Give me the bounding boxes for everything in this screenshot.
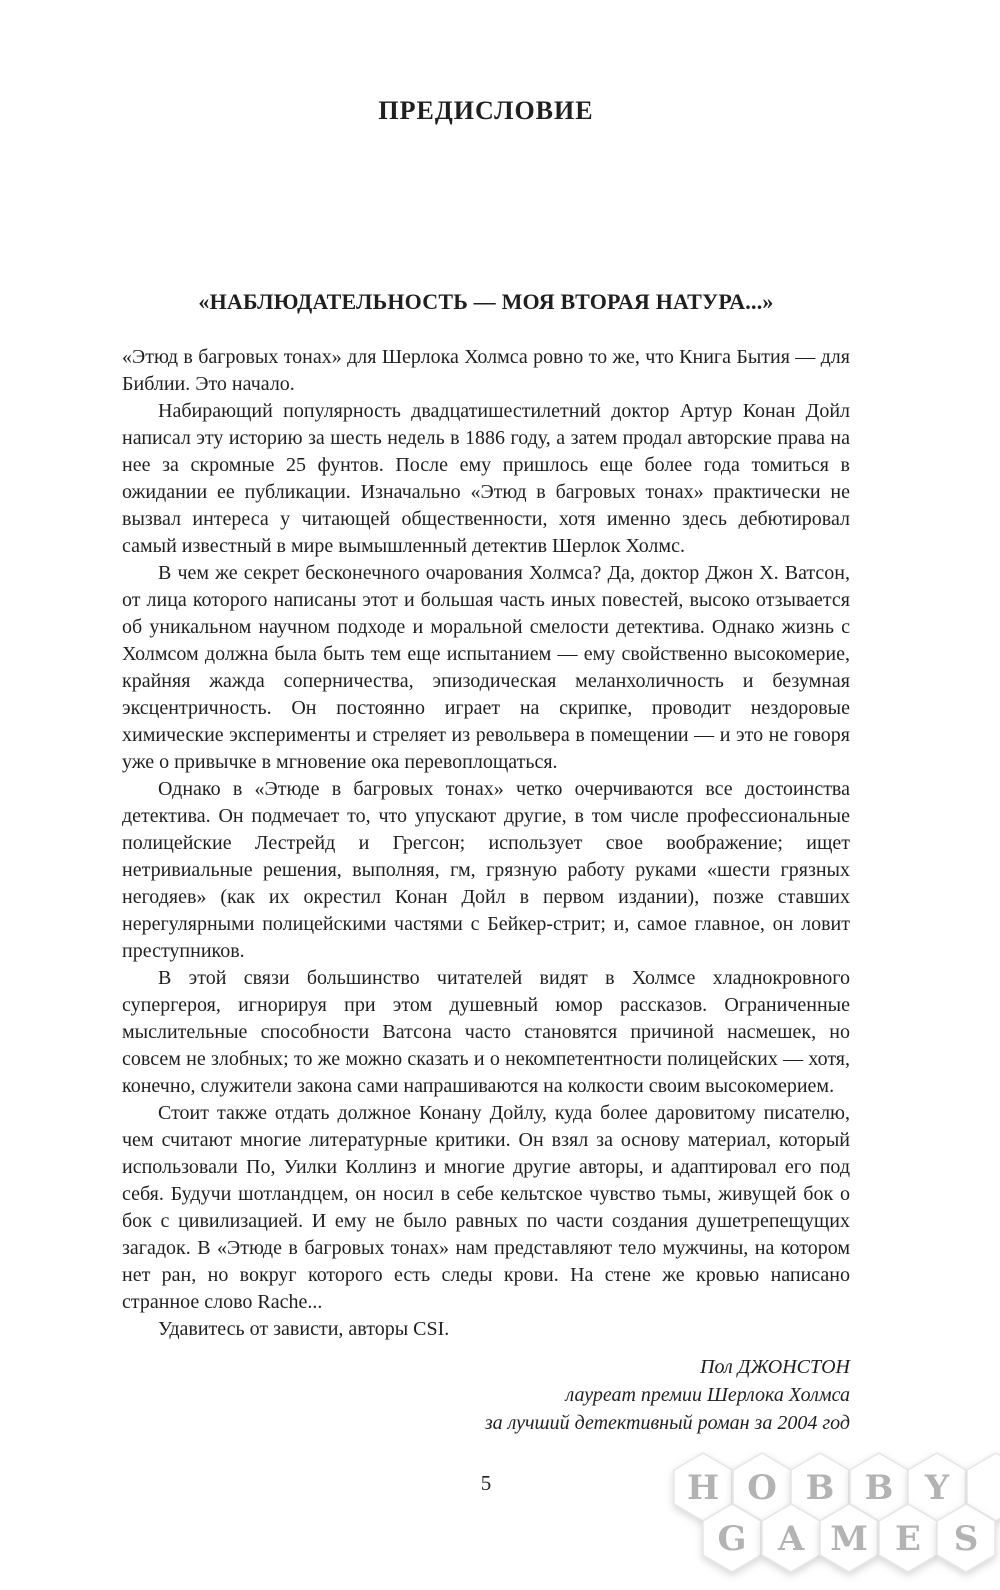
paragraph: Однако в «Этюде в багровых тонах» четко очерчиваются все достоинства детектива. Он подмечает то, что упускают другие, в том числе профессиональные полицейские Лестрейд и Грегсон; использует свое воображение; ищет нетривиальные решения, выполняя, гм, грязную работу руками «шести грязных негодяев» (как их окрестил Конан Дойл в первом издании), позже ставших нерегулярными полицейскими частями с Бейкер-стрит; и, самое главное, он ловит преступников. xyxy=(122,778,850,962)
watermark-letter: H xyxy=(686,1468,720,1508)
signature-author: Пол ДЖОНСТОН xyxy=(700,1356,850,1378)
watermark-letter: S xyxy=(953,1519,979,1559)
paragraph: «Этюд в багровых тонах» для Шерлока Холмса ровно то же, что Книга Бытия — для Библии. Это начало. xyxy=(122,346,850,395)
paragraph: В чем же секрет бесконечного очарования Холмса? Да, доктор Джон Х. Ватсон, от лица которого написаны этот и большая часть иных повестей, высоко отзывается об уникальном научном подходе и моральной смелости детектива. Однако жизнь с Холмсом должна была быть тем еще испытанием — ему свойственно высокомерие, крайняя жажда соперничества, эпизодическая меланхоличность и безумная эксцентричность. Он постоянно играет на скрипке, проводит нездоровые химические эксперименты и стреляет из револьвера в помещении — и это не говоря уже о привычке в мгновение ока перевоплощаться. xyxy=(122,562,850,773)
hobby-games-watermark xyxy=(645,1450,1000,1590)
watermark-letter: A xyxy=(777,1519,805,1559)
watermark-letter: M xyxy=(830,1519,868,1559)
page-number: 5 xyxy=(480,1471,492,1495)
signature-award: за лучший детективный роман за 2004 год xyxy=(484,1412,850,1434)
signature-credential: лауреат премии Шерлока Холмса xyxy=(565,1384,850,1406)
paragraph: Стоит также отдать должное Конану Дойлу, куда более даровитому писателю, чем считают многие литературные критики. Он взял за основу материал, который использовали По, Уилки Коллинз и многие другие авторы, и адаптировал его под себя. Будучи шотландцем, он носил в себе кельтское чувство тьмы, живущей бок о бок с цивилизацией. И ему не было равных по части создания душетрепещущих загадок. В «Этюде в багровых тонах» нам представляют тело мужчины, на котором нет ран, но вокруг которого есть следы крови. На стене же кровью написано странное слово Rache... xyxy=(122,1102,850,1313)
watermark-letter: E xyxy=(895,1519,921,1559)
preface-text xyxy=(122,344,850,1437)
section-heading: «НАБЛЮДАТЕЛЬНОСТЬ — МОЯ ВТОРАЯ НАТУРА...» xyxy=(198,289,774,314)
watermark-letter: O xyxy=(747,1468,777,1508)
paragraph: Удавитесь от зависти, авторы CSI. xyxy=(158,1318,450,1340)
watermark-letter: B xyxy=(805,1468,835,1508)
page-title: ПРЕДИСЛОВИЕ xyxy=(378,96,594,125)
watermark-letter: B xyxy=(864,1468,894,1508)
watermark-letter: Y xyxy=(924,1468,950,1508)
watermark-letter: G xyxy=(717,1519,747,1559)
paragraph: Набирающий популярность двадцатишестилетний доктор Артур Конан Дойл написал эту историю за шесть недель в 1886 году, а затем продал авторские права на нее за скромные 25 фунтов. После ему пришлось еще более года томиться в ожидании ее публикации. Изначально «Этюд в багровых тонах» практически не вызвал интереса у читающей общественности, хотя именно здесь дебютировал самый известный в мире вымышленный детектив Шерлок Холмс. xyxy=(122,400,850,557)
paragraph: В этой связи большинство читателей видят в Холмсе хладнокровного супергероя, игнорируя при этом душевный юмор рассказов. Ограниченные мыслительные способности Ватсона часто становятся причиной насмешек, но совсем не злобных; то же можно сказать и о некомпетентности полицейских — хотя, конечно, служители закона сами напрашиваются на колкости своим высокомерием. xyxy=(122,967,850,1097)
